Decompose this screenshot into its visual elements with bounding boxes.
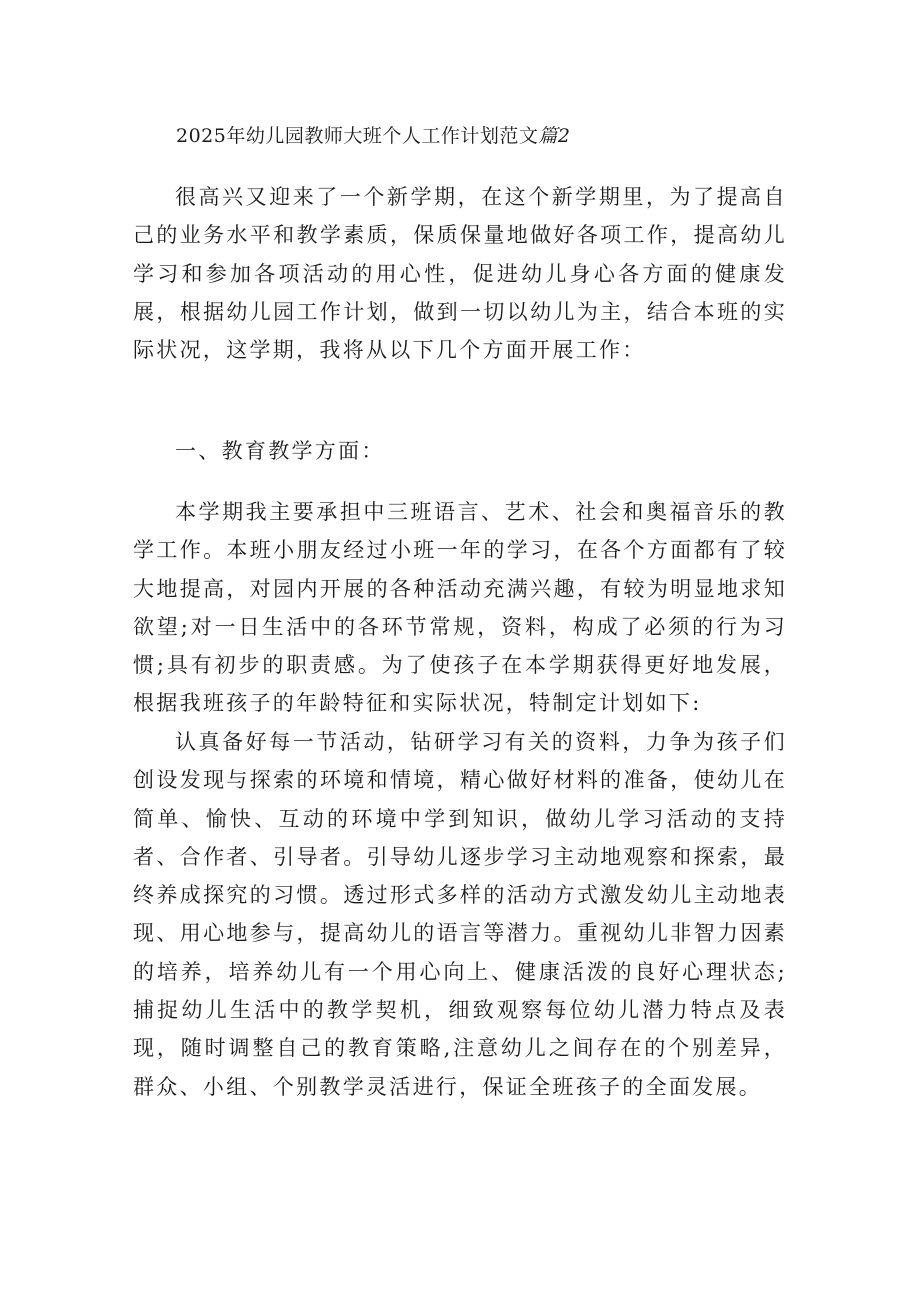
title-text: 2025年幼儿园教师大班个人工作计划范文 — [176, 125, 539, 147]
document-title — [176, 122, 570, 150]
body-paragraph-teaching-plan: 认真备好每一节活动，钻研学习有关的资料，力争为孩子们创设发现与探索的环境和情境，精心做好材料的准备，使幼儿在简单、愉快、互动的环境中学到知识，做幼儿学习活动的支持者、合作者、引导者。引导幼儿逐步学习主动地观察和探索，最终养成探究的习惯。透过形式多样的活动方式激发幼儿主动地表现、用心地参与，提高幼儿的语言等潜力。重视幼儿非智力因素的培养，培养幼儿有一个用心向上、健康活泼的良好心理状态;捕捉幼儿生活中的教学契机，细致观察每位幼儿潜力特点及表现，随时调整自己的教育策略,注意幼儿之间存在的个别差异，群众、小组、个别教学灵活进行，保证全班孩子的全面发展。 — [133, 730, 787, 1099]
body-paragraph-teaching-duties: 本学期我主要承担中三班语言、艺术、社会和奥福音乐的教学工作。本班小朋友经过小班一年的学习，在各个方面都有了较大地提高，对园内开展的各种活动充满兴趣，有较为明显地求知欲望;对一日生活中的各环节常规，资料，构成了必须的行为习惯;具有初步的职责感。为了使孩子在本学期获得更好地发展，根据我班孩子的年龄特征和实际状况，特制定计划如下: — [133, 500, 787, 716]
intro-paragraph: 很高兴又迎来了一个新学期，在这个新学期里，为了提高自己的业务水平和教学素质，保质保量地做好各项工作，提高幼儿学习和参加各项活动的用心性，促进幼儿身心各方面的健康发展，根据幼儿园工作计划，做到一切以幼儿为主，结合本班的实际状况，这学期，我将从以下几个方面开展工作： — [133, 185, 787, 363]
section-heading: 一、教育教学方面： — [175, 439, 385, 463]
title-suffix: 篇2 — [538, 125, 571, 147]
